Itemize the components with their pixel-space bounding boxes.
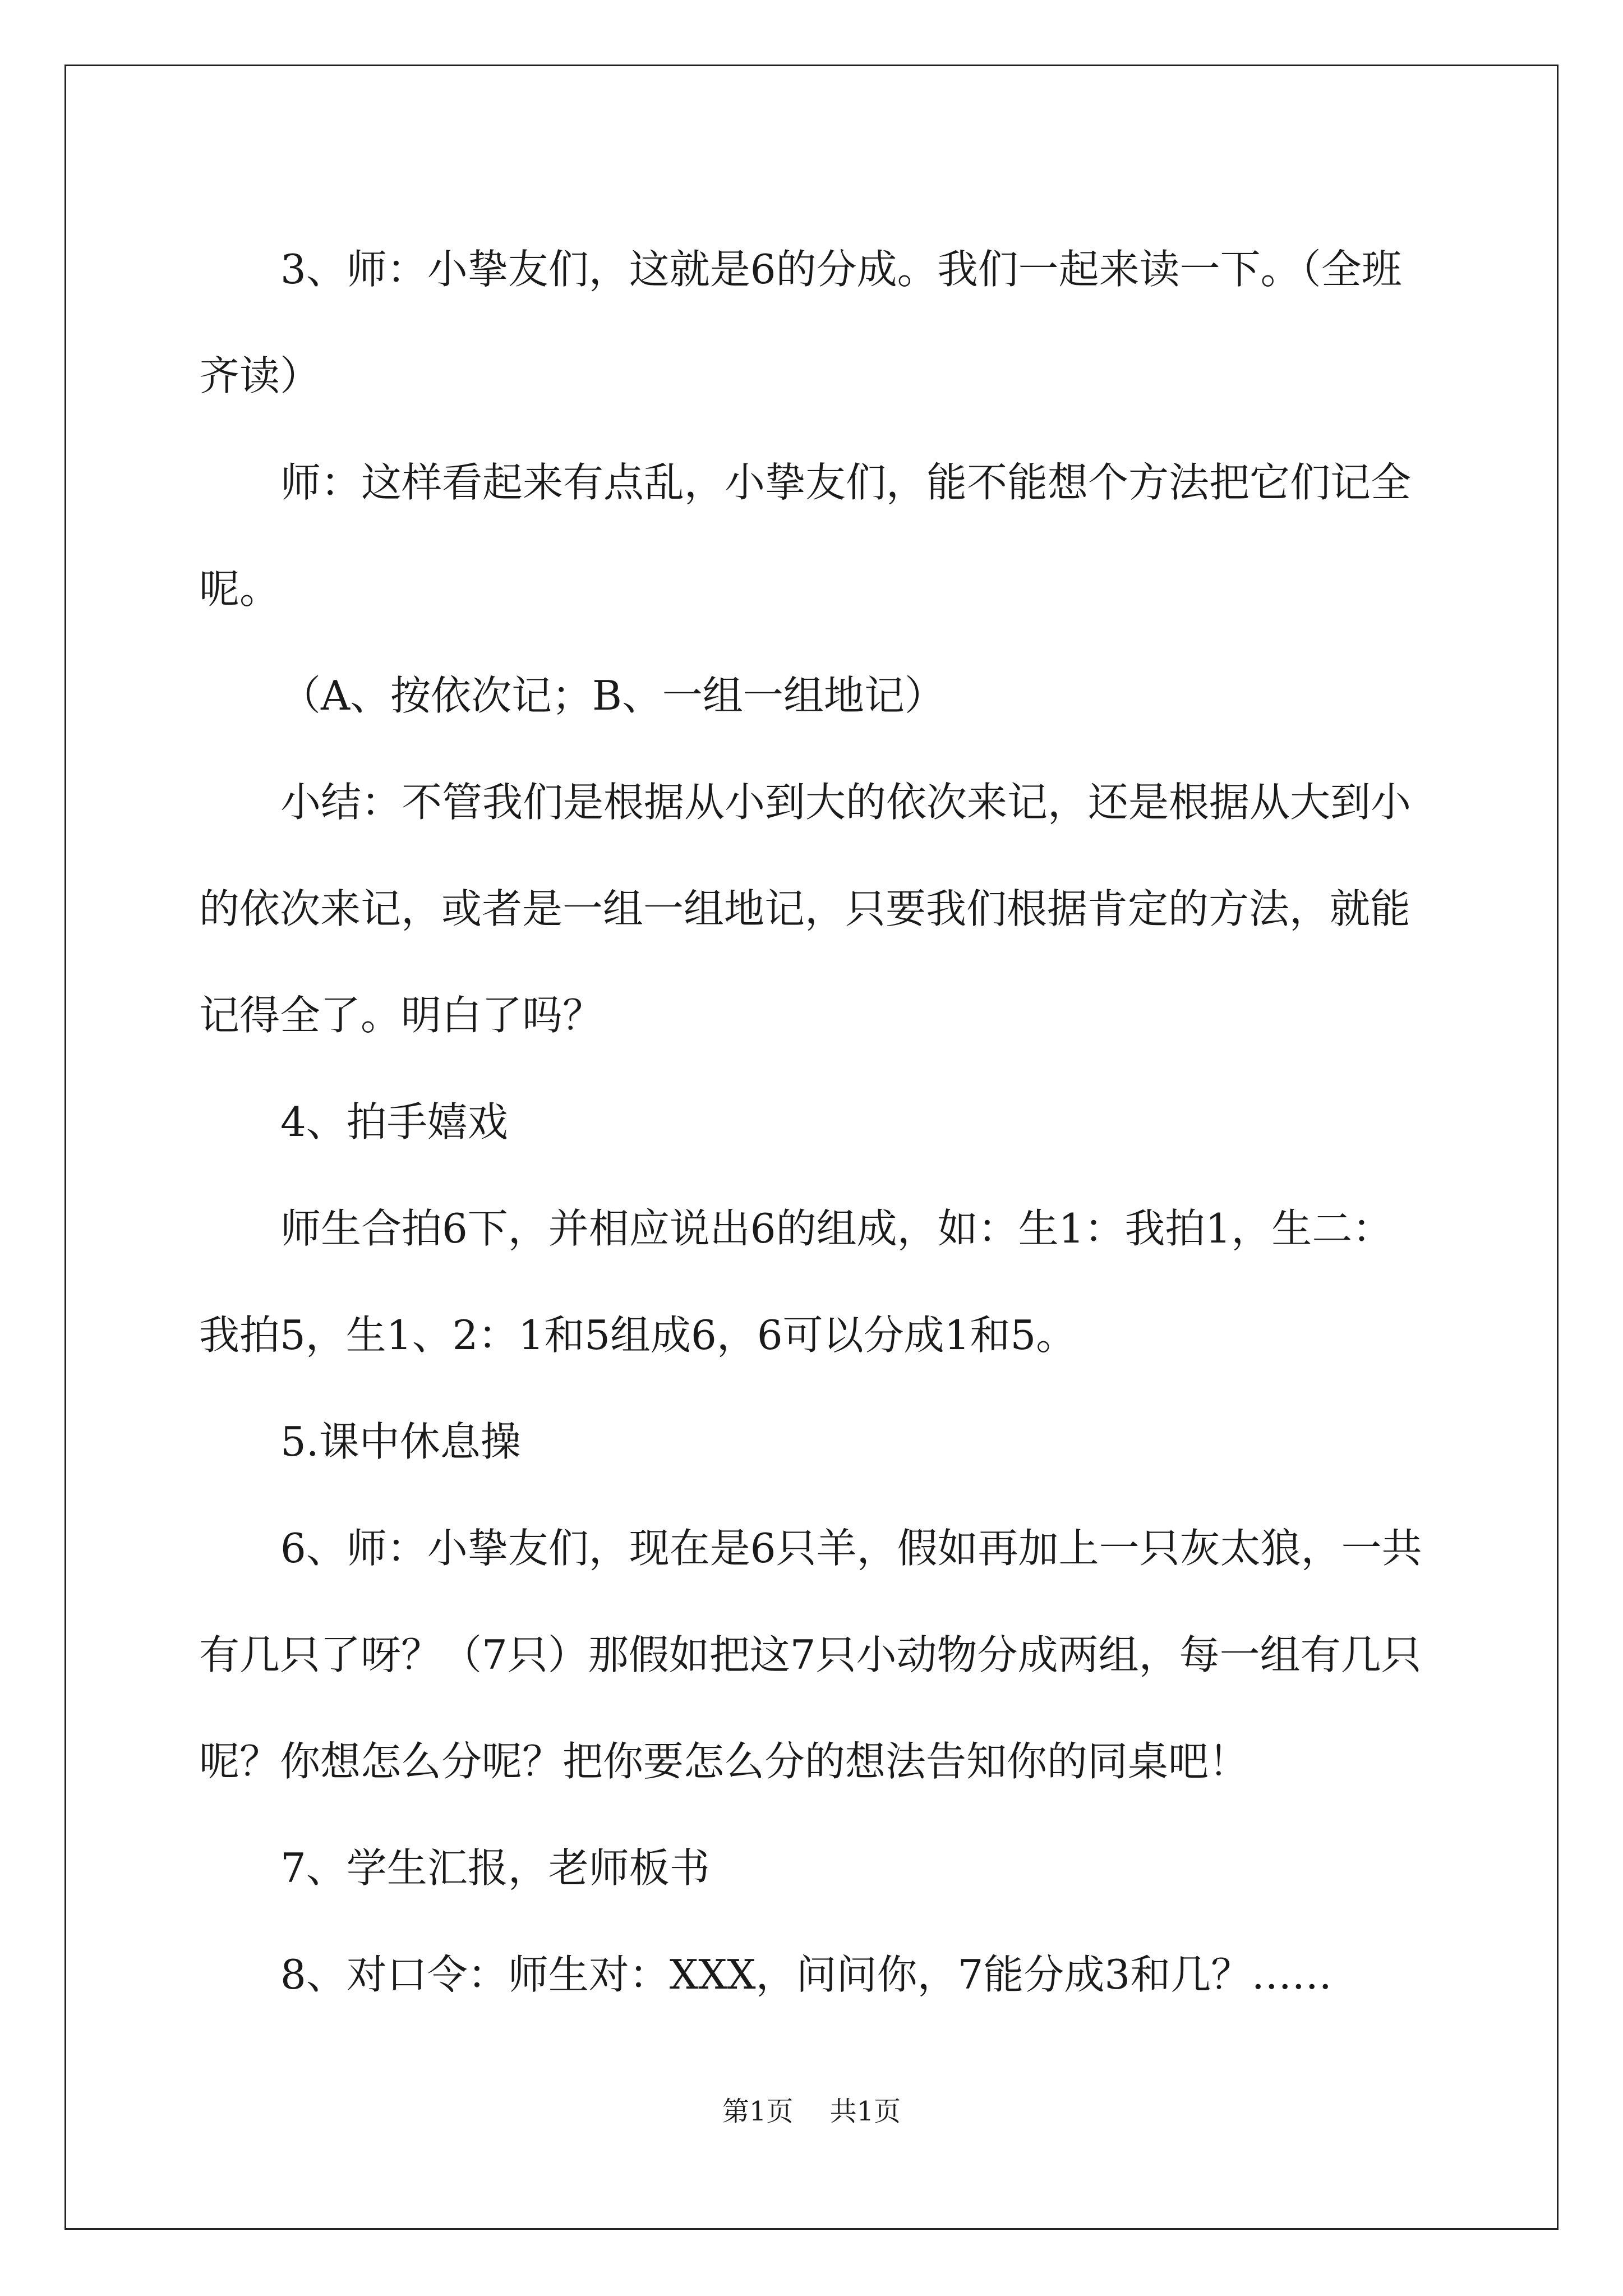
paragraph-7: 5.课中休息操: [280, 1418, 521, 1465]
page-footer: [0, 2090, 1623, 2128]
paragraph-8: 6、师：小挚友们，现在是6只羊，假如再加上一只灰太狼，一共有几只了呀？（7只）那假如把这7只小动物分成两组，每一组有几只呢？你想怎么分呢？把你要怎么分的想法告知你的同桌吧！: [199, 1525, 1422, 1785]
paragraph-9: 7、学生汇报，老师板书: [280, 1844, 710, 1892]
paragraph-4: 小结：不管我们是根据从小到大的依次来记，还是根据从大到小的依次来记，或者是一组一组地记，只要我们根据肯定的方法，就能记得全了。明白了吗？: [199, 779, 1412, 1039]
page-number-current: 第1页: [722, 2096, 794, 2127]
paragraph-10: 8、对口令：师生对：XXX，问问你，7能分成3和几？……: [280, 1951, 1332, 1998]
paragraph-6: 师生合拍6下，并相应说出6的组成，如：生1：我拍1，生二：我拍5，生1、2：1和5组成6，6可以分成1和5。: [199, 1205, 1393, 1359]
document-body: [199, 216, 1427, 2028]
paragraph-5: 4、拍手嬉戏: [280, 1098, 508, 1145]
page-number-total: 共1页: [829, 2096, 901, 2127]
paragraph-3: （A、按依次记；B、一组一组地记）: [280, 672, 945, 719]
paragraph-2: 师：这样看起来有点乱，小挚友们，能不能想个方法把它们记全呢。: [199, 459, 1412, 613]
paragraph-1: 3、师：小挚友们，这就是6的分成。我们一起来读一下。（全班齐读）: [199, 246, 1402, 399]
